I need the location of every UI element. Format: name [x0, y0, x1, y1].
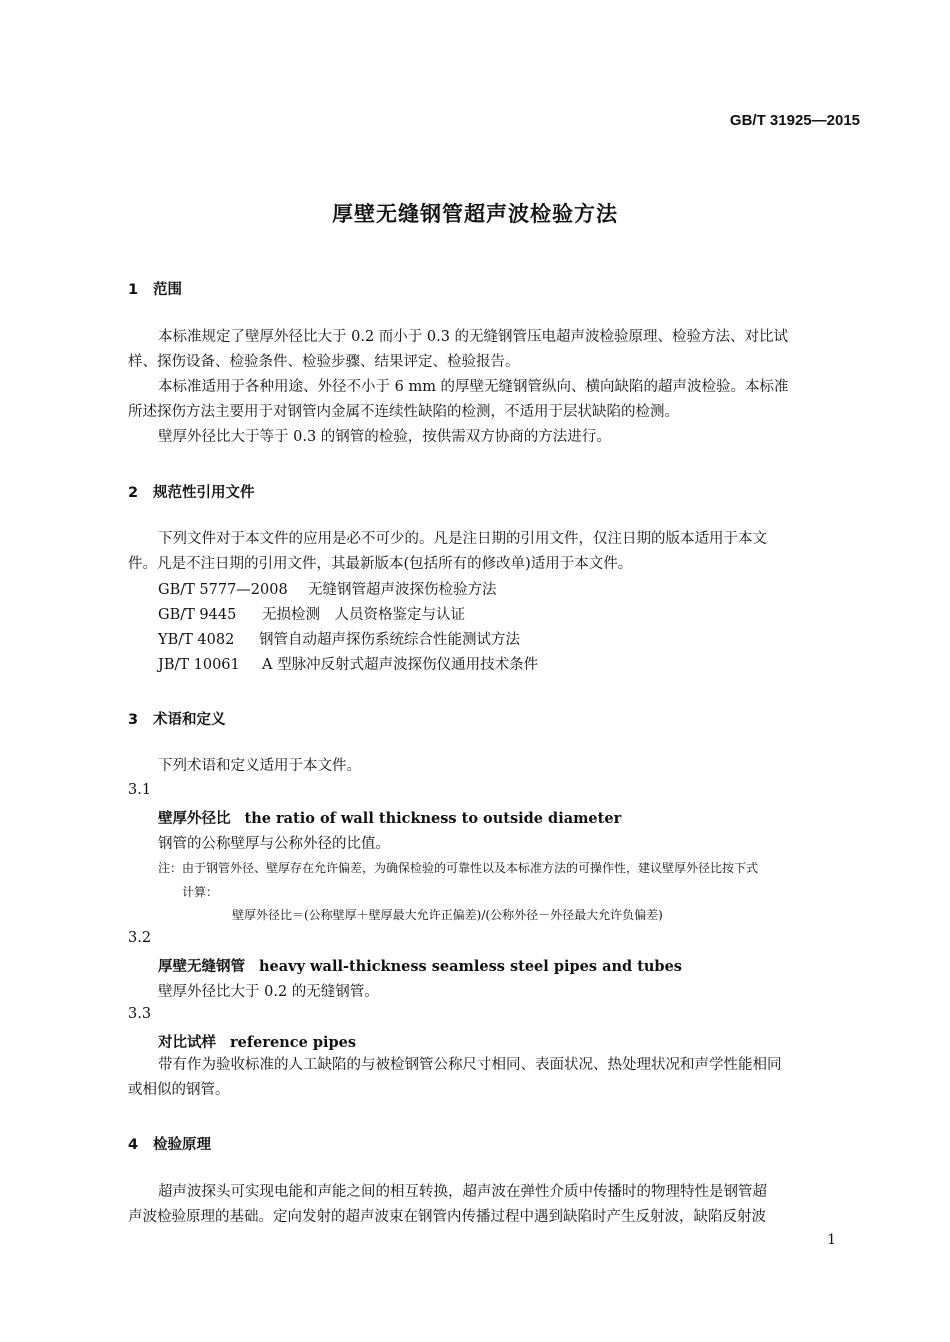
text-line: 件。凡是不注日期的引用文件，其最新版本(包括所有的修改单)适用于本文件。: [128, 556, 633, 572]
text-line: 壁厚外径比大于等于 0.3 的钢管的检验，按供需双方协商的方法进行。: [158, 429, 611, 445]
text-line: 超声波探头可实现电能和声能之间的相互转换，超声波在弹性介质中传播时的物理特性是钢管超: [158, 1184, 767, 1200]
term-entry: [158, 1031, 356, 1052]
normative-reference: [158, 653, 538, 674]
normative-reference: [158, 628, 520, 649]
text-line: 下列文件对于本文件的应用是必不可少的。凡是注日期的引用文件，仅注日期的版本适用于本文: [158, 531, 767, 547]
section-4-heading: [128, 1133, 211, 1154]
reference-code: GB/T 5777—2008: [158, 582, 288, 598]
normative-reference: [158, 603, 465, 624]
page-number: 1: [827, 1232, 836, 1248]
section-1-paragraph-2: [128, 375, 860, 425]
reference-code: GB/T 9445: [158, 607, 237, 623]
section-title: 检验原理: [153, 1137, 211, 1153]
term-english: reference pipes: [230, 1034, 357, 1051]
term-number: 3.3: [128, 1006, 152, 1022]
section-3-heading: [128, 708, 226, 729]
term-definition: [128, 1053, 860, 1103]
section-number: 4: [128, 1137, 139, 1153]
section-title: 术语和定义: [153, 712, 226, 728]
text-line: 本标准规定了壁厚外径比大于 0.2 而小于 0.3 的无缝钢管压电超声波检验原理、检验方法、对比试: [158, 329, 789, 345]
text-line: 所述探伤方法主要用于对钢管内金属不连续性缺陷的检测，不适用于层状缺陷的检测。: [128, 404, 679, 420]
section-number: 2: [128, 485, 139, 501]
term-english: the ratio of wall thickness to outside diameter: [244, 810, 622, 827]
term-entry: [158, 807, 621, 828]
standard-code: GB/T 31925—2015: [729, 112, 860, 129]
text-line: 或相似的钢管。: [128, 1082, 230, 1098]
section-3-intro: [128, 754, 860, 779]
text-line: 下列术语和定义适用于本文件。: [158, 758, 361, 774]
text-line: 声波检验原理的基础。定向发射的超声波束在钢管内传播过程中遇到缺陷时产生反射波，缺陷反射波: [128, 1209, 766, 1225]
section-title: 范围: [153, 282, 182, 298]
section-number: 3: [128, 712, 139, 728]
term-note: 注：由于钢管外径、壁厚存在允许偏差，为确保检验的可靠性以及本标准方法的可操作性，建议壁厚外径比按下式: [158, 861, 759, 875]
term-chinese: 对比试样: [158, 1035, 216, 1051]
term-chinese: 厚壁无缝钢管: [158, 959, 245, 975]
normative-reference: [158, 578, 497, 599]
section-2-paragraph-1: [128, 527, 860, 577]
term-chinese: 壁厚外径比: [158, 811, 231, 827]
text-line: 样、探伤设备、检验条件、检验步骤、结果评定、检验报告。: [128, 354, 520, 370]
section-4-paragraph-1: [128, 1180, 860, 1230]
section-2-heading: [128, 481, 255, 502]
section-number: 1: [128, 282, 139, 298]
section-1-heading: [128, 278, 182, 299]
section-1-paragraph-3: [128, 425, 860, 450]
term-number: 3.2: [128, 930, 152, 946]
term-english: heavy wall-thickness seamless steel pipes and tubes: [259, 958, 682, 975]
section-title: 规范性引用文件: [153, 485, 255, 501]
term-formula: 壁厚外径比＝(公称壁厚＋壁厚最大允许正偏差)/(公称外径－外径最大允许负偏差): [232, 908, 663, 922]
reference-title: 钢管自动超声探伤系统综合性能测试方法: [259, 632, 520, 648]
term-number: 3.1: [128, 782, 152, 798]
document-title: 厚壁无缝钢管超声波检验方法: [332, 202, 618, 226]
section-1-paragraph-1: [128, 325, 860, 375]
reference-code: JB/T 10061: [158, 657, 240, 673]
term-definition: 壁厚外径比大于 0.2 的无缝钢管。: [158, 984, 379, 1000]
text-line: 带有作为验收标准的人工缺陷的与被检钢管公称尺寸相同、表面状况、热处理状况和声学性能相同: [158, 1057, 782, 1073]
reference-title: 无缝钢管超声波探伤检验方法: [308, 582, 497, 598]
reference-title: A 型脉冲反射式超声波探伤仪通用技术条件: [262, 657, 539, 673]
reference-code: YB/T 4082: [158, 632, 235, 648]
term-definition: 钢管的公称壁厚与公称外径的比值。: [158, 836, 390, 852]
term-note-continuation: 计算：: [182, 885, 219, 899]
term-entry: [158, 955, 682, 976]
text-line: 本标准适用于各种用途、外径不小于 6 mm 的厚壁无缝钢管纵向、横向缺陷的超声波检验。本标准: [158, 379, 789, 395]
reference-title: 无损检测 人员资格鉴定与认证: [262, 607, 465, 623]
